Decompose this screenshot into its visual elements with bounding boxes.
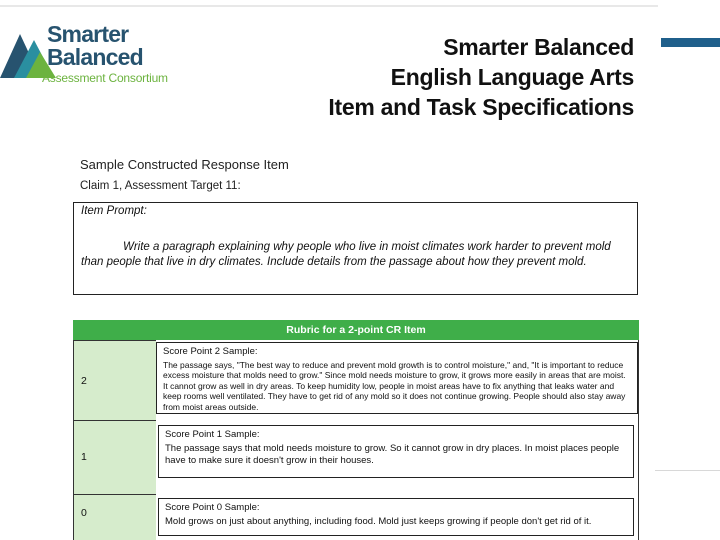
score-value: 0	[81, 507, 87, 519]
rubric-header: Rubric for a 2-point CR Item	[73, 320, 639, 340]
claim-line: Claim 1, Assessment Target 11:	[80, 180, 241, 192]
score-sample-text: The passage says that mold needs moisture to grow. So it cannot grow in dry places. In moist places people have to make sure it doesn't grow in their houses.	[165, 443, 620, 466]
score-sample-text: The passage says, "The best way to reduce and prevent mold growth is to control moisture," and, "It is important to reduce excess moisture that molds need to grow." Since mold needs moisture to grow, it grows more easily in areas that are moist. It cannot grow as well in dry areas. To keep humidity low, people in moist areas have to fix anything that leaks water and keep rooms well ventilated. They have to get rid of any mold so it does not continue growing. People should also stay away from moist areas outside.	[163, 360, 626, 412]
accent-bar	[661, 38, 720, 47]
score-value: 1	[81, 451, 87, 463]
score-cell	[74, 420, 156, 494]
score-sample-title: Score Point 0 Sample:	[165, 502, 260, 513]
score-sample-title: Score Point 1 Sample:	[165, 429, 260, 440]
section-heading: Sample Constructed Response Item	[80, 157, 289, 172]
score-sample-box	[158, 498, 634, 536]
score-sample-title: Score Point 2 Sample:	[163, 346, 258, 357]
side-rule	[655, 470, 720, 471]
item-prompt-text: Write a paragraph explaining why people who live in moist climates work harder to prevent mold than people that live in dry climates. Include details from the passage about how they prevent mold.	[81, 241, 611, 268]
logo-subtitle: Assessment Consortium	[42, 71, 168, 85]
top-rule	[0, 5, 658, 7]
logo-line1: Smarter	[47, 21, 129, 47]
document-title	[328, 32, 634, 122]
score-cell	[74, 494, 156, 540]
score-sample-text: Mold grows on just about anything, including food. Mold just keeps growing if people don't get rid of it.	[165, 516, 592, 527]
title-line1: Smarter Balanced	[443, 34, 634, 60]
score-cell	[74, 340, 156, 420]
title-line2: English Language Arts	[390, 64, 634, 90]
item-prompt-label: Item Prompt:	[81, 205, 147, 217]
title-line3: Item and Task Specifications	[328, 94, 634, 120]
item-prompt-box	[73, 202, 638, 295]
logo	[0, 22, 190, 92]
score-sample-box	[158, 425, 634, 478]
score-sample-box	[156, 342, 638, 414]
score-value: 2	[81, 375, 87, 387]
logo-line2: Balanced	[47, 44, 143, 70]
